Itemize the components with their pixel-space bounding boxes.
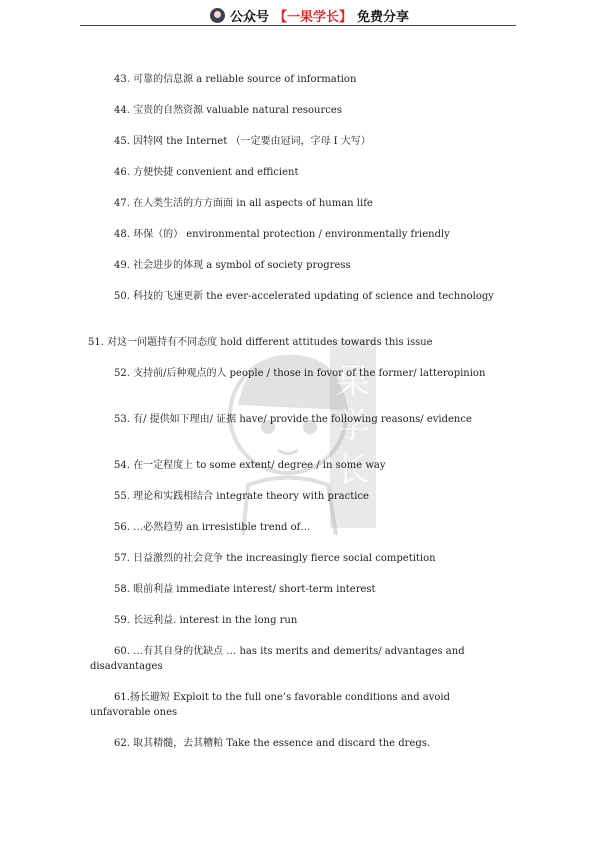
header-divider	[80, 25, 516, 26]
list-item-text: 43. 可靠的信息源 a reliable source of information	[114, 74, 357, 85]
list-item	[90, 227, 508, 242]
list-item	[90, 103, 508, 118]
list-item-text: 50. 科技的飞速更新 the ever-accelerated updating of science and technology	[114, 291, 494, 302]
list-item	[90, 690, 508, 720]
list-item	[90, 520, 508, 535]
list-item	[90, 366, 508, 381]
list-item-text: 46. 方便快捷 convenient and efficient	[114, 167, 299, 178]
list-item-text: 47. 在人类生活的方方面面 in all aspects of human life	[114, 198, 373, 209]
avatar-logo-icon	[210, 8, 225, 23]
list-item-text: 55. 理论和实践相结合 integrate theory with practice	[114, 491, 369, 502]
list-item	[90, 551, 508, 566]
list-item	[90, 412, 508, 427]
list-item-text: 48. 环保（的） environmental protection / environmentally friendly	[114, 229, 450, 240]
list-item	[90, 489, 508, 504]
list-item-text: 45. 因特网 the Internet （一定要由冠词，字母 I 大写）	[114, 136, 371, 147]
watermark-tag-text: 果学长	[336, 362, 370, 490]
list-item	[90, 196, 508, 211]
list-item-text: 60. …有其自身的优缺点 … has its merits and demerits/ advantages and disadvantages	[90, 646, 468, 672]
list-item	[90, 458, 508, 473]
list-item-text: 59. 长远利益. interest in the long run	[114, 615, 298, 626]
header-prefix: 公众号	[230, 10, 270, 25]
list-item-text: 53. 有/ 提供如下理由/ 证据 have/ provide the following reasons/ evidence	[114, 414, 472, 425]
list-item	[90, 72, 508, 87]
list-item	[90, 736, 508, 751]
list-item	[90, 644, 508, 674]
list-item-text: 51. 对这一问题持有不同态度 hold different attitudes towards this issue	[88, 337, 433, 348]
list-item-text: 61.扬长避短 Exploit to the full one’s favorable conditions and avoid unfavorable ones	[90, 692, 454, 718]
list-item-text: 57. 日益激烈的社会竞争 the increasingly fierce social competition	[114, 553, 436, 564]
header-brand: 【一果学长】	[274, 10, 353, 25]
list-item-text: 58. 眼前利益 immediate interest/ short-term interest	[114, 584, 376, 595]
header-suffix: 免费分享	[357, 10, 410, 25]
list-item-text: 62. 取其精髓，去其糟粕 Take the essence and discard the dregs.	[114, 738, 431, 749]
list-item	[88, 335, 506, 350]
list-item	[90, 258, 508, 273]
list-item-text: 49. 社会进步的体现 a symbol of society progress	[114, 260, 351, 271]
list-item	[90, 582, 508, 597]
list-item	[90, 165, 508, 180]
header-banner	[210, 6, 409, 25]
list-item-text: 54. 在一定程度上 to some extent/ degree / in some way	[114, 460, 386, 471]
list-item-text: 56. …必然趋势 an irresistible trend of…	[114, 522, 311, 533]
list-item	[90, 134, 508, 149]
list-item	[90, 613, 508, 628]
list-item-text: 52. 支持前/后种观点的人 people / those in fovor of the former/ latteropinion	[114, 368, 486, 379]
page-header	[0, 0, 596, 28]
list-item	[90, 289, 508, 304]
list-item-text: 44. 宝贵的自然资源 valuable natural resources	[114, 105, 342, 116]
